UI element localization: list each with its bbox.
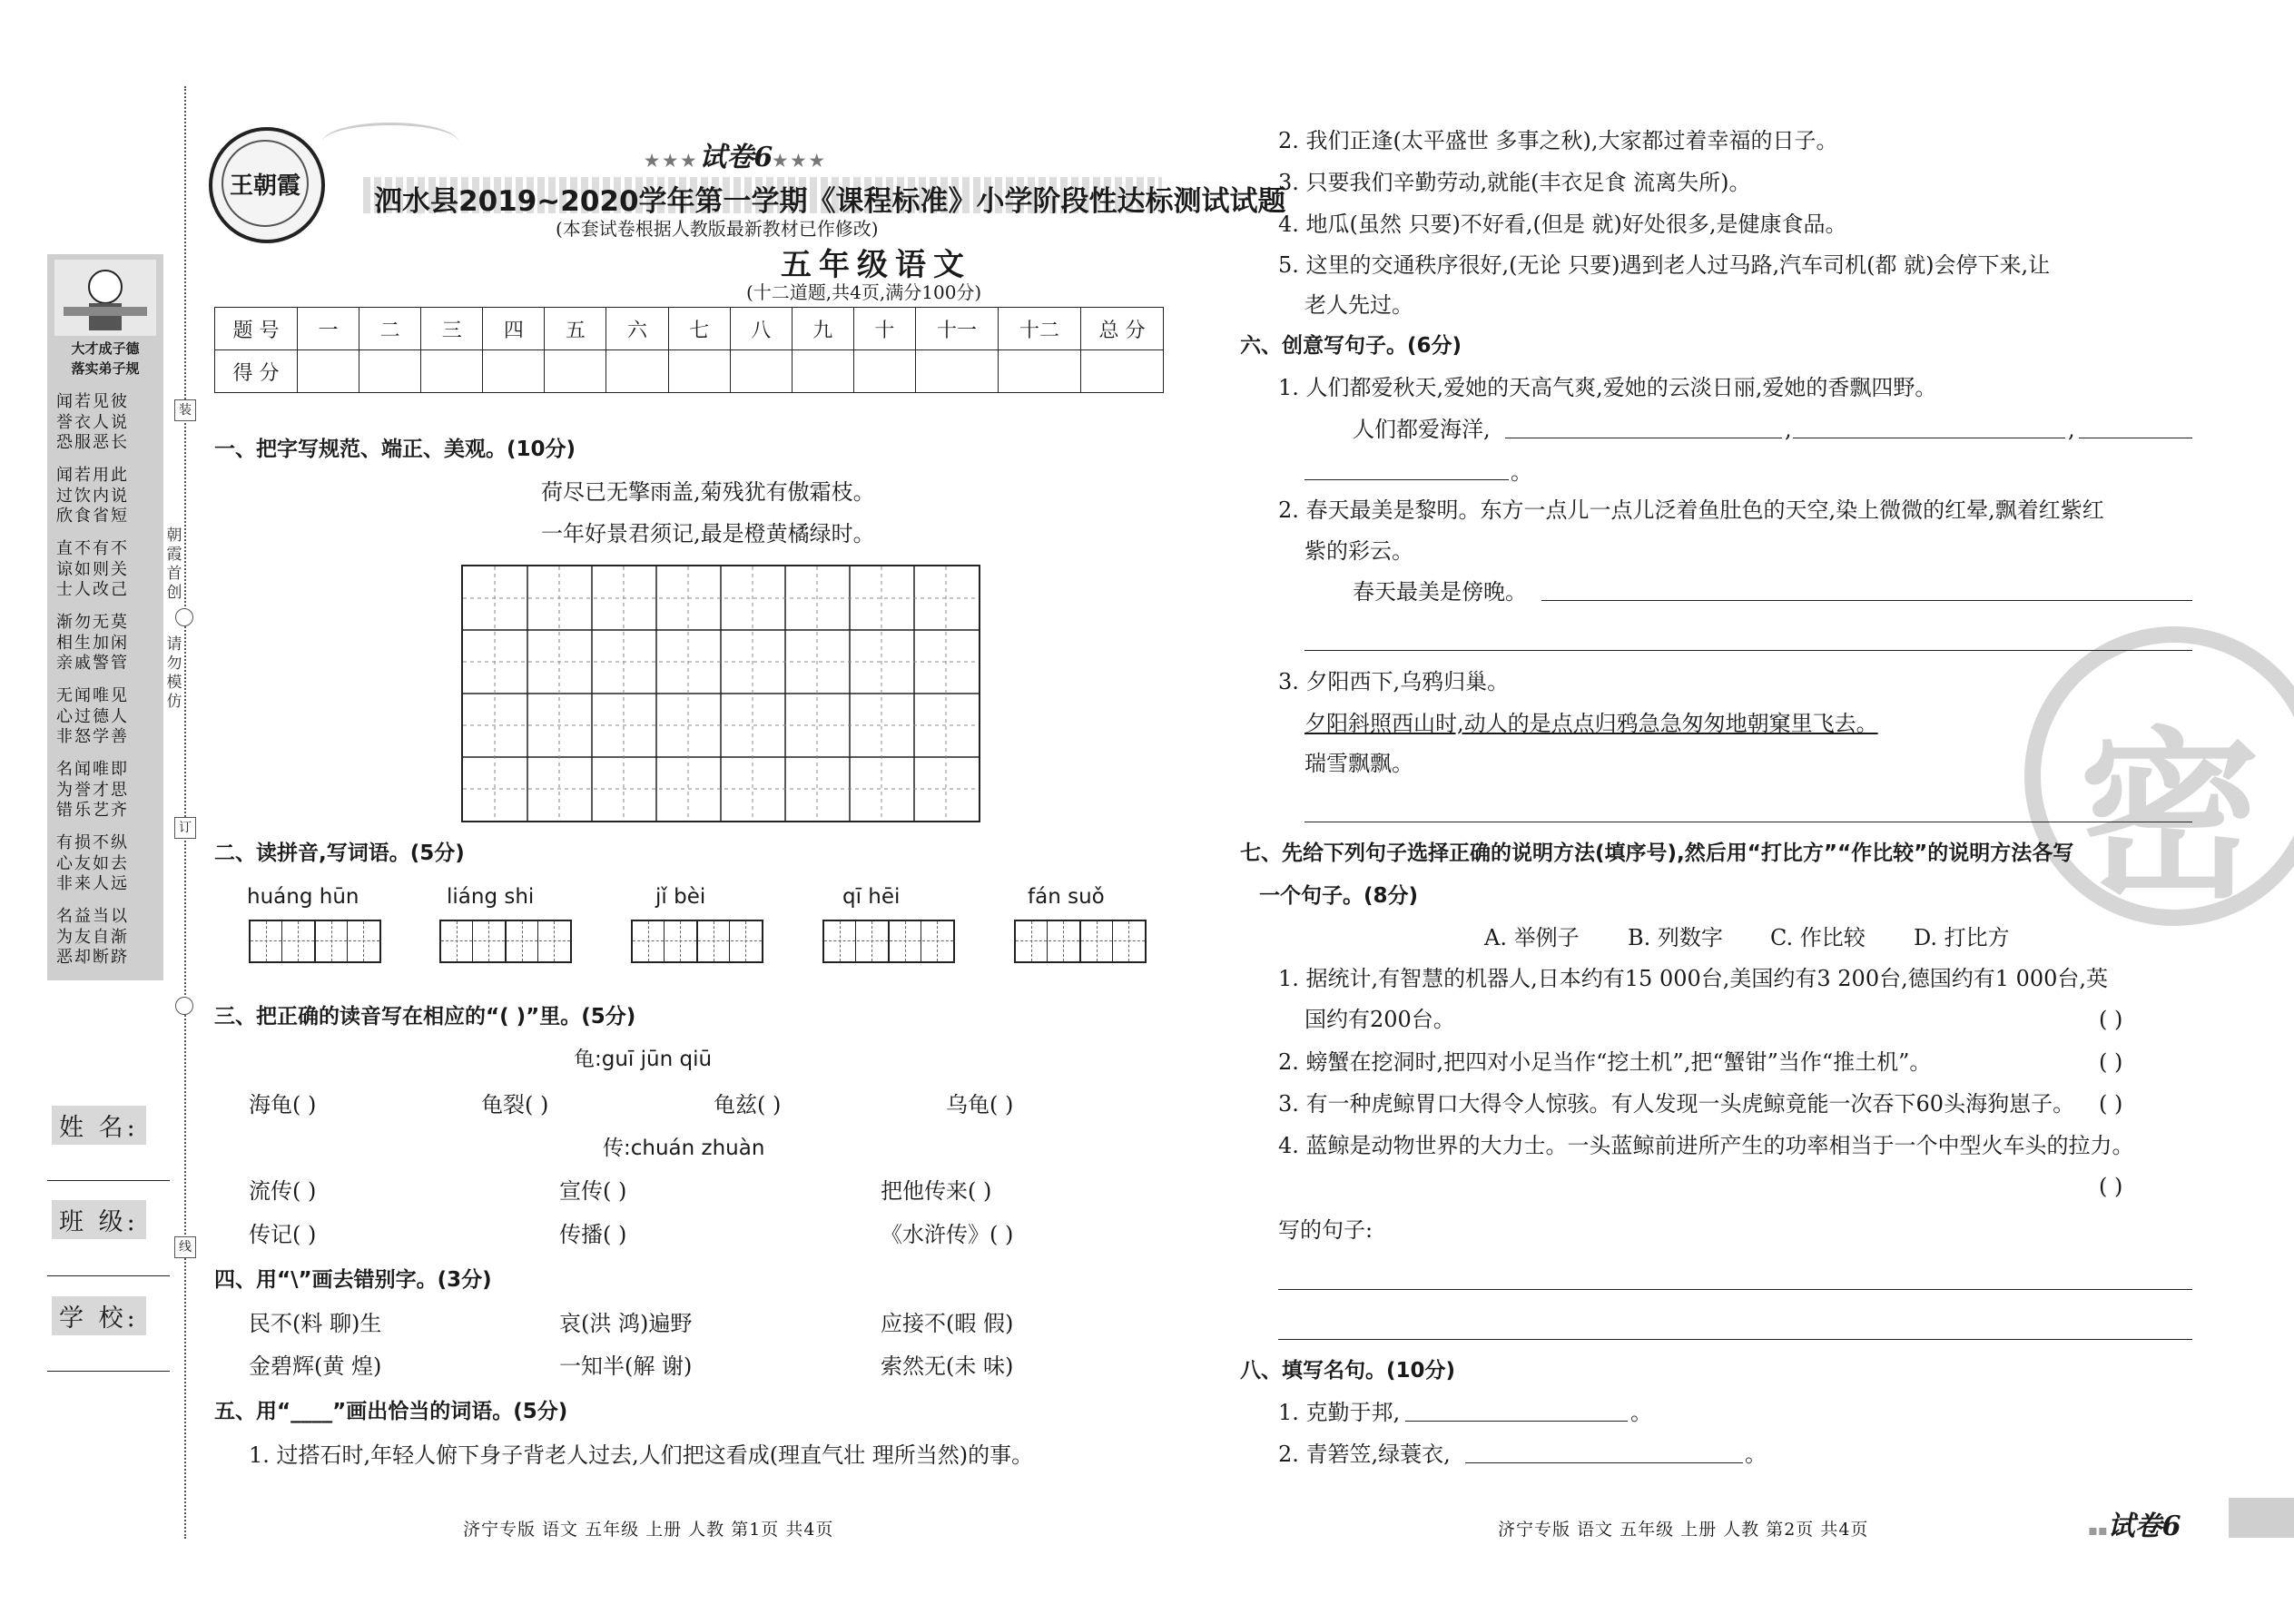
pinyin-label: qī hēi xyxy=(842,885,901,909)
name-label: 姓 名: xyxy=(52,1106,146,1145)
q3-item[interactable]: 龟裂( ) xyxy=(481,1092,549,1117)
subject-title: 五年级语文 xyxy=(781,247,971,283)
score-table-score-row xyxy=(215,350,1164,393)
score-cell[interactable] xyxy=(359,350,421,393)
score-cell[interactable] xyxy=(606,350,668,393)
answer-box[interactable] xyxy=(1079,920,1147,963)
score-cell[interactable] xyxy=(792,350,853,393)
q5-item[interactable]: 2. 我们正逢(太平盛世 多事之秋),大家都过着幸福的日子。 xyxy=(1278,128,1838,153)
q1-poem-line: 荷尽已无擎雨盖,菊残犹有傲霜枝。 xyxy=(541,479,875,505)
class-field[interactable] xyxy=(47,1275,170,1276)
sidebar-panel xyxy=(47,254,163,980)
q7-item: 1. 据统计,有智慧的机器人,日本约有15 000台,美国约有3 200台,德国约有1 000台,英 xyxy=(1278,966,2109,991)
score-cell[interactable] xyxy=(1081,350,1164,393)
sidebar-motto: 大才成子德 落实弟子规 xyxy=(71,340,140,377)
answer-box[interactable] xyxy=(1014,920,1081,963)
footer-right: 济宁专版 语文 五年级 上册 人教 第2页 共4页 xyxy=(1498,1520,1869,1540)
q5-item[interactable]: 3. 只要我们辛勤劳动,就能(丰衣足食 流离失所)。 xyxy=(1278,170,1751,195)
answer-box[interactable] xyxy=(505,920,572,963)
score-cell[interactable] xyxy=(916,350,999,393)
answer-box[interactable] xyxy=(249,920,316,963)
score-cell[interactable] xyxy=(999,350,1081,393)
q3-item[interactable]: 乌龟( ) xyxy=(946,1092,1014,1117)
q7-item: 2. 螃蟹在挖洞时,把四对小足当作“挖土机”,把“蟹钳”当作“推土机”。 xyxy=(1278,1049,1932,1075)
q7-option: A. 举例子 xyxy=(1484,925,1580,950)
q8-heading: 八、填写名句。(10分) xyxy=(1240,1359,1456,1383)
pinyin-label: huáng hūn xyxy=(247,885,359,909)
q8-end-mark: 。 xyxy=(1745,1442,1767,1467)
table-cell: 六 xyxy=(606,308,668,350)
q6-prompt: 人们都爱海洋, xyxy=(1353,417,1491,442)
q3-item[interactable]: 《水浒传》( ) xyxy=(881,1222,1014,1247)
table-cell: 九 xyxy=(792,308,853,350)
q6-prompt: 春天最美是傍晚。 xyxy=(1353,579,1527,605)
answer-line[interactable] xyxy=(1541,600,2192,601)
subject-note: (十二道题,共4页,满分100分) xyxy=(746,281,982,303)
table-cell: 一 xyxy=(298,308,359,350)
decorative-swirl xyxy=(322,123,458,162)
gutter-char: 订 xyxy=(174,817,196,839)
q7-item: 4. 蓝鲸是动物世界的大力士。一头蓝鲸前进所产生的功率相当于一个中型火车头的拉力。 xyxy=(1278,1133,2134,1158)
q7-answer-paren[interactable]: ( ) xyxy=(2099,1049,2123,1075)
q6-heading: 六、创意写句子。(6分) xyxy=(1240,334,1462,358)
table-cell: 八 xyxy=(730,308,792,350)
q7-answer-paren[interactable]: ( ) xyxy=(2099,1007,2123,1032)
q5-item[interactable]: 4. 地瓜(虽然 只要)不好看,(但是 就)好处很多,是健康食品。 xyxy=(1278,212,1847,237)
q6-separator: , xyxy=(1785,417,1792,442)
exam-note: (本套试卷根据人教版最新教材已作修改) xyxy=(556,218,879,240)
q3-item[interactable]: 宣传( ) xyxy=(559,1178,627,1204)
score-cell[interactable] xyxy=(853,350,915,393)
answer-box[interactable] xyxy=(888,920,955,963)
exam-title: 泗水县2019~2020学年第一学期《课程标准》小学阶段性达标测试试题 xyxy=(374,185,1286,218)
exam-tag: ★★★试卷6★★★ xyxy=(645,142,828,173)
gutter-circle-icon xyxy=(175,608,193,626)
q7-answer-paren[interactable]: ( ) xyxy=(2099,1174,2123,1199)
table-cell: 七 xyxy=(668,308,730,350)
q7-heading: 七、先给下列句子选择正确的说明方法(填序号),然后用“打比方”“作比较”的说明方法各写 xyxy=(1240,842,2074,865)
q6-sentence: 2. 春天最美是黎明。东方一点儿一点儿泛着鱼肚色的天空,染上微微的红晕,飘着红紫红 xyxy=(1278,497,2104,523)
score-cell[interactable] xyxy=(545,350,606,393)
q4-item[interactable]: 应接不(暇 假) xyxy=(881,1311,1014,1336)
answer-line[interactable] xyxy=(1465,1462,1743,1463)
score-cell[interactable] xyxy=(421,350,483,393)
q3-item[interactable]: 龟兹( ) xyxy=(714,1092,782,1117)
score-table xyxy=(214,307,1164,393)
binding-dotted-line xyxy=(184,86,186,1539)
q5-item-cont: 老人先过。 xyxy=(1305,292,1413,318)
confidential-seal-char: 密 xyxy=(2079,712,2261,923)
table-cell: 十 xyxy=(853,308,915,350)
pinyin-label: fán suǒ xyxy=(1028,885,1105,909)
q7-option: C. 作比较 xyxy=(1770,925,1866,950)
q6-end-mark: 。 xyxy=(1511,459,1532,485)
q8-item: 2. 青箬笠,绿蓑衣, xyxy=(1278,1442,1451,1467)
score-cell[interactable] xyxy=(668,350,730,393)
q7-heading-cont: 一个句子。(8分) xyxy=(1259,884,1419,908)
q7-answer-paren[interactable]: ( ) xyxy=(2099,1091,2123,1117)
q4-heading: 四、用“\”画去错别字。(3分) xyxy=(214,1268,492,1292)
table-cell: 十二 xyxy=(999,308,1081,350)
score-table-header-row xyxy=(215,308,1164,350)
gutter-char: 装 xyxy=(174,399,196,421)
q7-item: 3. 有一种虎鲸胃口大得令人惊骇。有人发现一头虎鲸竟能一次吞下60头海狗崽子。 xyxy=(1278,1091,2075,1117)
page-tag-bar xyxy=(2229,1498,2294,1538)
q4-item[interactable]: 一知半(解 谢) xyxy=(559,1353,693,1379)
q4-item[interactable]: 索然无(未 味) xyxy=(881,1353,1014,1379)
mascot-image xyxy=(54,260,156,336)
q3-item[interactable]: 传记( ) xyxy=(249,1222,317,1247)
answer-box[interactable] xyxy=(631,920,698,963)
school-field[interactable] xyxy=(47,1371,170,1372)
q3-heading: 三、把正确的读音写在相应的“( )”里。(5分) xyxy=(214,1005,636,1029)
q7-write-label: 写的句子: xyxy=(1278,1217,1373,1243)
class-label: 班 级: xyxy=(52,1200,146,1239)
q3-item[interactable]: 把他传来( ) xyxy=(881,1178,992,1204)
table-cell: 五 xyxy=(545,308,606,350)
q1-heading: 一、把字写规范、端正、美观。(10分) xyxy=(214,438,576,461)
q6-prompt: 瑞雪飘飘。 xyxy=(1305,751,1413,776)
q6-separator: , xyxy=(2068,417,2075,442)
q3-gui-readings: 龟:guī jūn qiū xyxy=(574,1048,713,1071)
table-cell: 四 xyxy=(483,308,545,350)
q6-sentence: 1. 人们都爱秋天,爱她的天高气爽,爱她的云淡日丽,爱她的香飘四野。 xyxy=(1278,375,1937,400)
table-cell: 十一 xyxy=(916,308,999,350)
q2-heading: 二、读拼音,写词语。(5分) xyxy=(214,842,465,865)
score-cell[interactable] xyxy=(730,350,792,393)
logo-text: 王朝霞 xyxy=(222,140,309,227)
q8-item: 1. 克勤于邦, xyxy=(1278,1400,1401,1425)
school-label: 学 校: xyxy=(52,1296,146,1335)
gutter-text: 请勿模仿 xyxy=(166,635,182,711)
q3-item[interactable]: 传播( ) xyxy=(559,1222,627,1247)
answer-line[interactable] xyxy=(1278,1289,2192,1290)
table-cell: 总 分 xyxy=(1081,308,1164,350)
q3-item[interactable]: 海龟( ) xyxy=(249,1092,317,1117)
writing-grid[interactable] xyxy=(461,565,980,822)
q4-item[interactable]: 民不(料 聊)生 xyxy=(249,1311,382,1336)
q3-item[interactable]: 流传( ) xyxy=(249,1178,317,1204)
answer-line[interactable] xyxy=(1305,479,1509,480)
q6-example: 夕阳斜照西山时,动人的是点点归鸦急急匆匆地朝窠里飞去。 xyxy=(1305,711,1878,736)
q5-heading: 五、用“____”画出恰当的词语。(5分) xyxy=(214,1400,568,1423)
q6-sentence: 3. 夕阳西下,乌鸦归巢。 xyxy=(1278,669,1510,694)
answer-box[interactable] xyxy=(696,920,763,963)
q8-end-mark: 。 xyxy=(1630,1400,1652,1425)
answer-box[interactable] xyxy=(822,920,890,963)
answer-line[interactable] xyxy=(1278,1339,2192,1340)
q7-option: B. 列数字 xyxy=(1628,925,1723,950)
q6-sentence-cont: 紫的彩云。 xyxy=(1305,538,1413,564)
pinyin-label: jǐ bèi xyxy=(655,885,706,909)
q1-poem-line: 一年好景君须记,最是橙黄橘绿时。 xyxy=(541,521,875,546)
publisher-logo xyxy=(209,127,325,243)
q4-item[interactable]: 金碧辉(黄 煌) xyxy=(249,1353,382,1379)
pinyin-label: liáng shi xyxy=(447,885,535,909)
answer-box[interactable] xyxy=(439,920,507,963)
name-field[interactable] xyxy=(47,1180,170,1181)
q3-chuan-readings: 传:chuán zhuàn xyxy=(603,1137,765,1160)
score-cell[interactable] xyxy=(298,350,359,393)
score-cell[interactable] xyxy=(483,350,545,393)
gutter-circle-icon xyxy=(175,997,193,1015)
sidebar-proverbs: 闻若见彼 誉衣人说 恐服恶长 闻若用此 过饮内说 欣食省短 直不有不 谅如则关 士人改己 渐勿无莫 相生加闲 亲戚警管 无闻唯见 心过德人 非怒学善 名闻唯即 为誉才思 错乐艺齐 有损不纵 心友如去 非来人远 名益当以 为友自渐 恶却断跻 xyxy=(56,392,129,967)
q5-item[interactable]: 1. 过搭石时,年轻人俯下身子背老人过去,人们把这看成(理直气壮 理所当然)的事。 xyxy=(249,1442,1034,1468)
gutter-char: 线 xyxy=(174,1236,196,1258)
answer-line[interactable] xyxy=(1305,650,2192,651)
table-cell: 得 分 xyxy=(215,350,298,393)
gutter-text: 朝霞首创 xyxy=(166,527,182,602)
q5-item[interactable]: 5. 这里的交通秩序很好,(无论 只要)遇到老人过马路,汽车司机(都 就)会停下来,让 xyxy=(1278,252,2051,278)
table-cell: 二 xyxy=(359,308,421,350)
q4-item[interactable]: 哀(洪 鸿)遍野 xyxy=(559,1311,693,1336)
answer-box[interactable] xyxy=(314,920,381,963)
page-tag: ▪▪试卷6 xyxy=(2088,1511,2181,1542)
footer-left: 济宁专版 语文 五年级 上册 人教 第1页 共4页 xyxy=(463,1520,834,1540)
table-cell: 题 号 xyxy=(215,308,298,350)
table-cell: 三 xyxy=(421,308,483,350)
q7-option: D. 打比方 xyxy=(1914,925,2010,950)
q7-item-cont: 国约有200台。 xyxy=(1305,1007,1455,1032)
answer-line[interactable] xyxy=(1405,1421,1628,1422)
